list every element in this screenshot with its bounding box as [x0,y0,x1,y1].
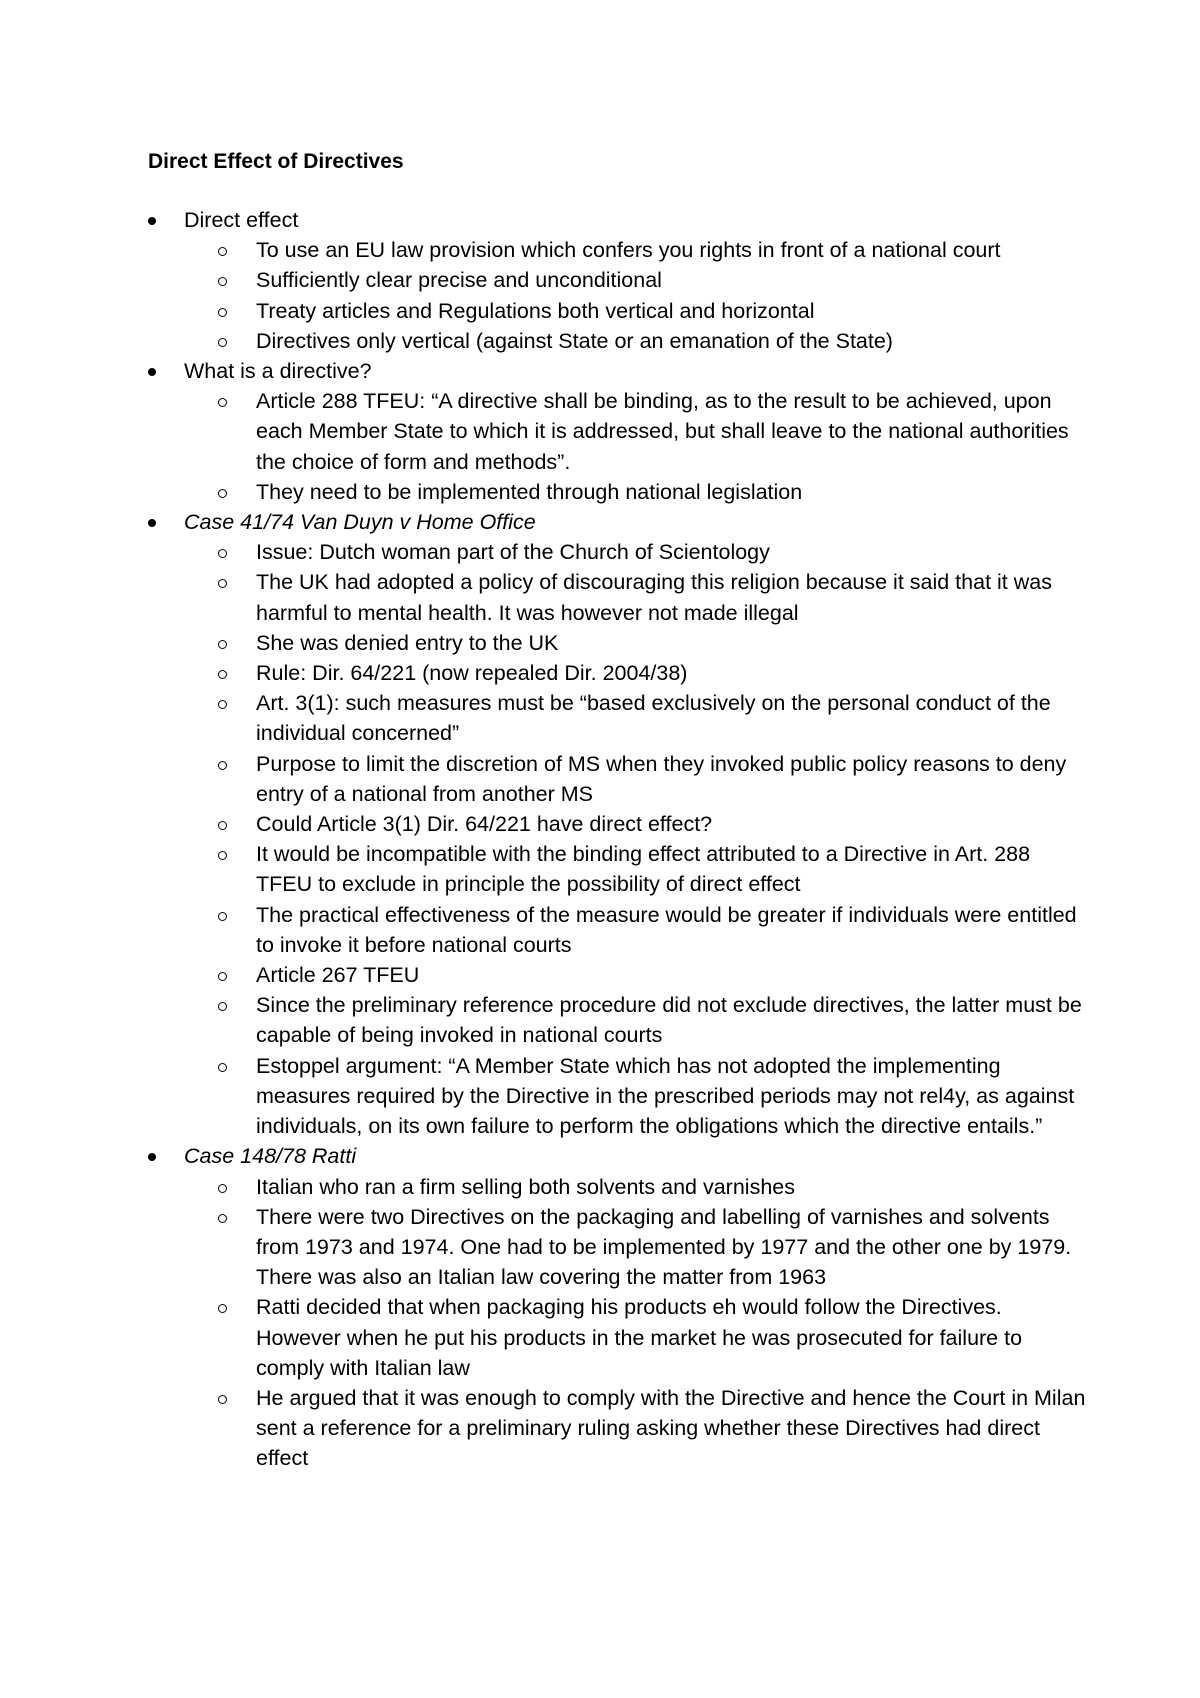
sub-point-text: It would be incompatible with the binding effect attributed to a Directive in Art. 288 TFEU to exclude in principle the possibility of direct effect [256,842,1031,897]
sub-point-text: Could Article 3(1) Dir. 64/221 have direct effect? [256,812,713,837]
sub-point-text: Sufficiently clear precise and unconditional [256,268,662,293]
circle-bullet-icon [218,700,227,709]
sub-point-text: Estoppel argument: “A Member State which has not adopted the implementing measures required by the Directive in the prescribed periods may not rel4y, as against individuals, on its own failure to perform the obligations which the directive entails.” [256,1053,1075,1139]
circle-bullet-icon [218,398,227,407]
circle-bullet-icon [218,1063,227,1072]
sub-point-text: The practical effectiveness of the measure would be greater if individuals were entitled to invoke it before national courts [256,902,1077,957]
sub-point-text: Directives only vertical (against State or an emanation of the State) [256,328,893,353]
sub-point-text: Article 267 TFEU [256,963,420,988]
sub-point-text: There were two Directives on the packaging and labelling of varnishes and solvents from 1973 and 1974. One had to be implemented by 1977 and the other one by 1979. There was also an Italian law covering the matter from 1963 [256,1204,1072,1290]
bullet-icon [148,519,156,527]
circle-bullet-icon [218,549,227,558]
sub-point-text: Italian who ran a firm selling both solvents and varnishes [256,1174,795,1199]
sub-point-text: Since the preliminary reference procedure did not exclude directives, the latter must be capable of being invoked in national courts [256,993,1082,1048]
sub-point-list [184,1172,1088,1474]
circle-bullet-icon [218,1002,227,1011]
circle-bullet-icon [218,640,227,649]
sub-point [184,265,1088,295]
circle-bullet-icon [218,1395,227,1404]
sub-point [184,296,1088,326]
circle-bullet-icon [218,1184,227,1193]
sub-point-text: Rule: Dir. 64/221 (now repealed Dir. 2004/38) [256,661,688,686]
circle-bullet-icon [218,670,227,679]
sub-point [184,477,1088,507]
sub-point [184,537,1088,567]
sub-point-text: To use an EU law provision which confers you rights in front of a national court [256,238,1001,263]
case-heading: Case 41/74 Van Duyn v Home Office [184,510,536,535]
bullet-icon [148,1153,156,1161]
document-title: Direct Effect of Directives [148,150,404,173]
sub-point-text: Purpose to limit the discretion of MS when they invoked public policy reasons to deny entry of a national from another MS [256,751,1067,806]
circle-bullet-icon [218,277,227,286]
sub-point [184,1292,1088,1383]
section-list [148,205,1088,1474]
circle-bullet-icon [218,338,227,347]
circle-bullet-icon [218,1214,227,1223]
circle-bullet-icon [218,1304,227,1313]
sub-point [184,1383,1088,1474]
sub-point [184,688,1088,748]
circle-bullet-icon [218,489,227,498]
section-heading: What is a directive? [184,359,372,384]
sub-point-text: Article 288 TFEU: “A directive shall be binding, as to the result to be achieved, upon each Member State to which it is addressed, but shall leave to the national authorities the choice of form and methods”. [256,389,1069,474]
sub-point [184,628,1088,658]
circle-bullet-icon [218,912,227,921]
bullet-icon [148,217,156,225]
sub-point-text: They need to be implemented through national legislation [256,479,803,504]
circle-bullet-icon [218,972,227,981]
sub-point [184,567,1088,627]
section-item [148,356,1088,507]
sub-point-text: He argued that it was enough to comply with the Directive and hence the Court in Milan sent a reference for a preliminary ruling asking whether these Directives had direct effect [256,1385,1086,1471]
section-heading: Direct effect [184,208,299,232]
circle-bullet-icon [218,821,227,830]
sub-point [184,960,1088,990]
sub-point-list [184,537,1088,1141]
case-heading: Case 148/78 Ratti [184,1144,357,1169]
sub-point-text: Art. 3(1): such measures must be “based exclusively on the personal conduct of the individual concerned” [256,691,1051,746]
sub-point [184,809,1088,839]
sub-point [184,900,1088,960]
sub-point-text: She was denied entry to the UK [256,630,559,655]
document-content [148,147,1088,1474]
circle-bullet-icon [218,308,227,317]
sub-point [184,839,1088,899]
sub-point-list [184,386,1088,507]
sub-point-text: Issue: Dutch woman part of the Church of Scientology [256,540,770,565]
section-item [148,1141,1088,1473]
sub-point-text: The UK had adopted a policy of discouraging this religion because it said that it was harmful to mental health. It was however not made illegal [256,570,1052,625]
section-item [148,507,1088,1141]
sub-point-list [184,235,1088,356]
sub-point [184,749,1088,809]
circle-bullet-icon [218,247,227,256]
sub-point-text: Ratti decided that when packaging his products eh would follow the Directives. However when he put his products in the market he was prosecuted for failure to comply with Italian law [256,1295,1023,1380]
circle-bullet-icon [218,851,227,860]
section-item [148,205,1088,356]
sub-point [184,990,1088,1050]
circle-bullet-icon [218,761,227,770]
sub-point-text: Treaty articles and Regulations both vertical and horizontal [256,298,815,323]
circle-bullet-icon [218,579,227,588]
sub-point [184,235,1088,265]
bullet-icon [148,368,156,376]
sub-point [184,1202,1088,1293]
sub-point [184,326,1088,356]
sub-point [184,658,1088,688]
sub-point [184,1051,1088,1142]
sub-point [184,1172,1088,1202]
sub-point [184,386,1088,477]
